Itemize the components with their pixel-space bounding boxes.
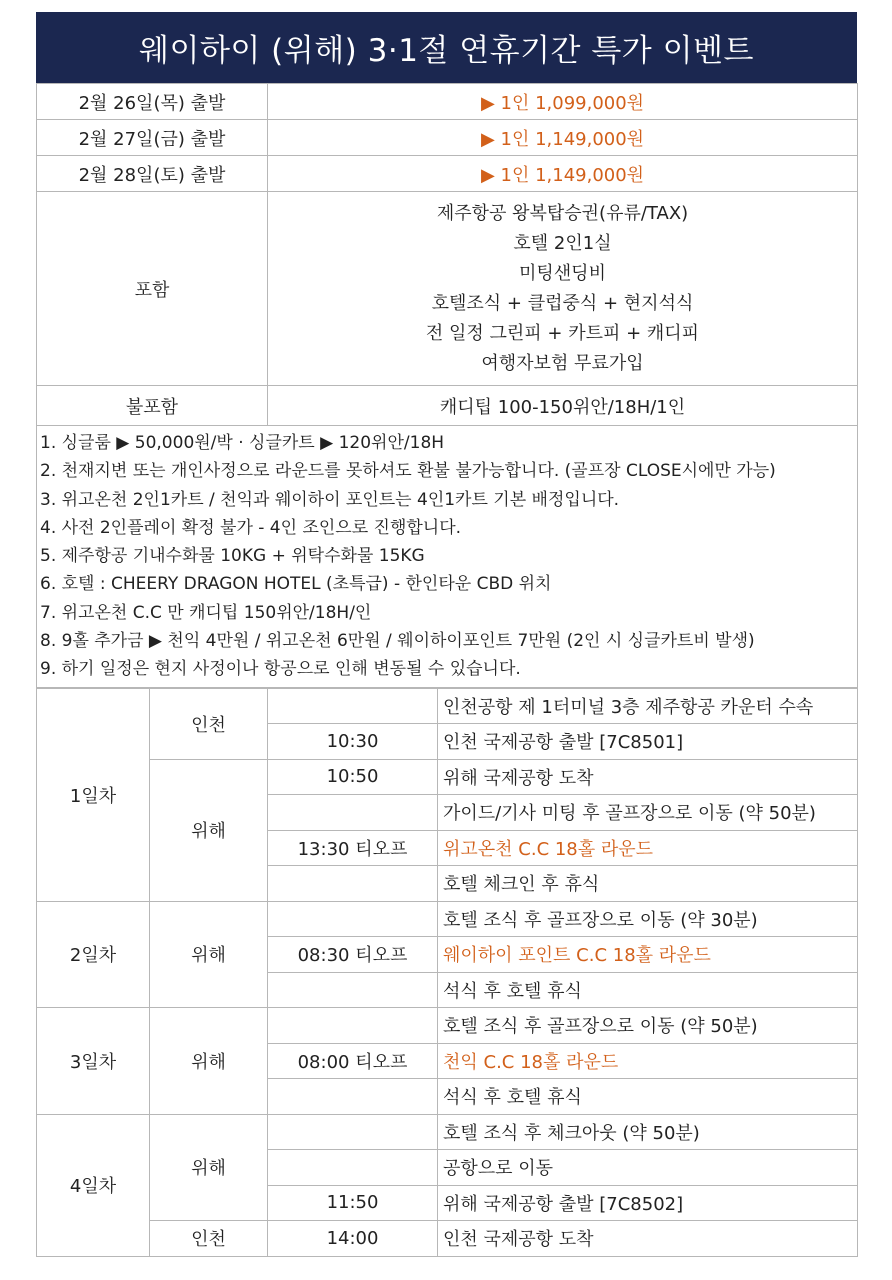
schedule-time bbox=[268, 972, 438, 1008]
included-item: 호텔 2인1실 bbox=[513, 232, 612, 254]
departure-price: ▶ 1인 1,149,000원 bbox=[268, 156, 858, 192]
departure-price: ▶ 1인 1,099,000원 bbox=[268, 84, 858, 120]
departure-date: 2월 28일(토) 출발 bbox=[37, 156, 268, 192]
departure-price: ▶ 1인 1,149,000원 bbox=[268, 120, 858, 156]
schedule-time: 10:50 bbox=[268, 759, 438, 795]
included-item: 미팅샌딩비 bbox=[519, 262, 606, 284]
schedule-desc: 인천 국제공항 도착 bbox=[438, 1221, 858, 1257]
schedule-time bbox=[268, 1150, 438, 1186]
schedule-time: 13:30 티오프 bbox=[268, 830, 438, 866]
place-label: 인천 bbox=[150, 1221, 268, 1257]
schedule-desc: 공항으로 이동 bbox=[438, 1150, 858, 1186]
note-item: 7. 위고온천 C.C 만 캐디팁 150위안/18H/인 bbox=[40, 602, 372, 623]
departure-row bbox=[37, 120, 858, 156]
note-item: 8. 9홀 추가금 ▶ 천익 4만원 / 위고온천 6만원 / 웨이하이포인트 7만원 (2인 시 싱글카트비 발생) bbox=[40, 631, 755, 652]
notes-row bbox=[37, 426, 858, 688]
day-label: 2일차 bbox=[37, 901, 150, 1008]
schedule-row bbox=[37, 1114, 858, 1150]
page-title: 웨이하이 (위해) 3·1절 연휴기간 특가 이벤트 bbox=[36, 12, 857, 83]
schedule-time: 10:30 bbox=[268, 724, 438, 760]
schedule-row bbox=[37, 901, 858, 937]
place-label: 위해 bbox=[150, 1008, 268, 1115]
included-item: 여행자보험 무료가입 bbox=[481, 352, 644, 374]
price-table bbox=[36, 83, 858, 688]
day-label: 3일차 bbox=[37, 1008, 150, 1115]
place-label: 위해 bbox=[150, 759, 268, 901]
schedule-time: 08:30 티오프 bbox=[268, 937, 438, 973]
schedule-time: 08:00 티오프 bbox=[268, 1043, 438, 1079]
place-label: 위해 bbox=[150, 1114, 268, 1221]
schedule-desc: 석식 후 호텔 휴식 bbox=[438, 972, 858, 1008]
included-list bbox=[268, 192, 858, 386]
round-desc: 천익 C.C 18홀 라운드 bbox=[438, 1043, 858, 1079]
schedule-desc: 호텔 체크인 후 휴식 bbox=[438, 866, 858, 902]
note-item: 9. 하기 일정은 현지 사정이나 항공으로 인해 변동될 수 있습니다. bbox=[40, 659, 521, 680]
schedule-time bbox=[268, 795, 438, 831]
included-item: 제주항공 왕복탑승권(유류/TAX) bbox=[436, 202, 689, 224]
notes-list bbox=[37, 426, 858, 688]
schedule-time bbox=[268, 1079, 438, 1115]
schedule-desc: 호텔 조식 후 골프장으로 이동 (약 50분) bbox=[438, 1008, 858, 1044]
excluded-value: 캐디팁 100-150위안/18H/1인 bbox=[268, 386, 858, 426]
note-item: 6. 호텔 : CHEERY DRAGON HOTEL (초특급) - 한인타운 CBD 위치 bbox=[40, 574, 552, 595]
note-item: 2. 천재지변 또는 개인사정으로 라운드를 못하셔도 환불 불가능합니다. (골프장 CLOSE시에만 가능) bbox=[40, 461, 776, 482]
excluded-row bbox=[37, 386, 858, 426]
place-label: 인천 bbox=[150, 688, 268, 759]
schedule-desc: 인천공항 제 1터미널 3층 제주항공 카운터 수속 bbox=[438, 688, 858, 724]
schedule-time bbox=[268, 901, 438, 937]
round-desc: 위고온천 C.C 18홀 라운드 bbox=[438, 830, 858, 866]
note-item: 5. 제주항공 기내수화물 10KG + 위탁수화물 15KG bbox=[40, 546, 425, 567]
departure-row bbox=[37, 84, 858, 120]
schedule-desc: 위해 국제공항 출발 [7C8502] bbox=[438, 1185, 858, 1221]
schedule-row bbox=[37, 1008, 858, 1044]
schedule-time: 14:00 bbox=[268, 1221, 438, 1257]
schedule-desc: 인천 국제공항 출발 [7C8501] bbox=[438, 724, 858, 760]
schedule-desc: 호텔 조식 후 골프장으로 이동 (약 30분) bbox=[438, 901, 858, 937]
included-row bbox=[37, 192, 858, 386]
included-label: 포함 bbox=[37, 192, 268, 386]
departure-date: 2월 27일(금) 출발 bbox=[37, 120, 268, 156]
schedule-time bbox=[268, 1114, 438, 1150]
included-item: 호텔조식 + 클럽중식 + 현지석식 bbox=[431, 292, 694, 314]
schedule-time bbox=[268, 688, 438, 724]
schedule-desc: 호텔 조식 후 체크아웃 (약 50분) bbox=[438, 1114, 858, 1150]
note-item: 4. 사전 2인플레이 확정 불가 - 4인 조인으로 진행합니다. bbox=[40, 517, 462, 538]
day-label: 1일차 bbox=[37, 688, 150, 901]
place-label: 위해 bbox=[150, 901, 268, 1008]
schedule-desc: 가이드/기사 미팅 후 골프장으로 이동 (약 50분) bbox=[438, 795, 858, 831]
schedule-row bbox=[37, 759, 858, 795]
note-item: 3. 위고온천 2인1카트 / 천익과 웨이하이 포인트는 4인1카트 기본 배정입니다. bbox=[40, 489, 620, 510]
round-desc: 웨이하이 포인트 C.C 18홀 라운드 bbox=[438, 937, 858, 973]
schedule-row bbox=[37, 688, 858, 724]
schedule-desc: 석식 후 호텔 휴식 bbox=[438, 1079, 858, 1115]
event-sheet bbox=[36, 12, 857, 1257]
note-item: 1. 싱글룸 ▶ 50,000원/박 · 싱글카트 ▶ 120위안/18H bbox=[40, 433, 445, 453]
included-item: 전 일정 그린피 + 카트피 + 캐디피 bbox=[425, 322, 700, 344]
schedule-desc: 위해 국제공항 도착 bbox=[438, 759, 858, 795]
schedule-time bbox=[268, 1008, 438, 1044]
schedule-table bbox=[36, 688, 858, 1257]
schedule-row bbox=[37, 1221, 858, 1257]
departure-date: 2월 26일(목) 출발 bbox=[37, 84, 268, 120]
schedule-time bbox=[268, 866, 438, 902]
day-label: 4일차 bbox=[37, 1114, 150, 1256]
schedule-time: 11:50 bbox=[268, 1185, 438, 1221]
excluded-label: 불포함 bbox=[37, 386, 268, 426]
departure-row bbox=[37, 156, 858, 192]
